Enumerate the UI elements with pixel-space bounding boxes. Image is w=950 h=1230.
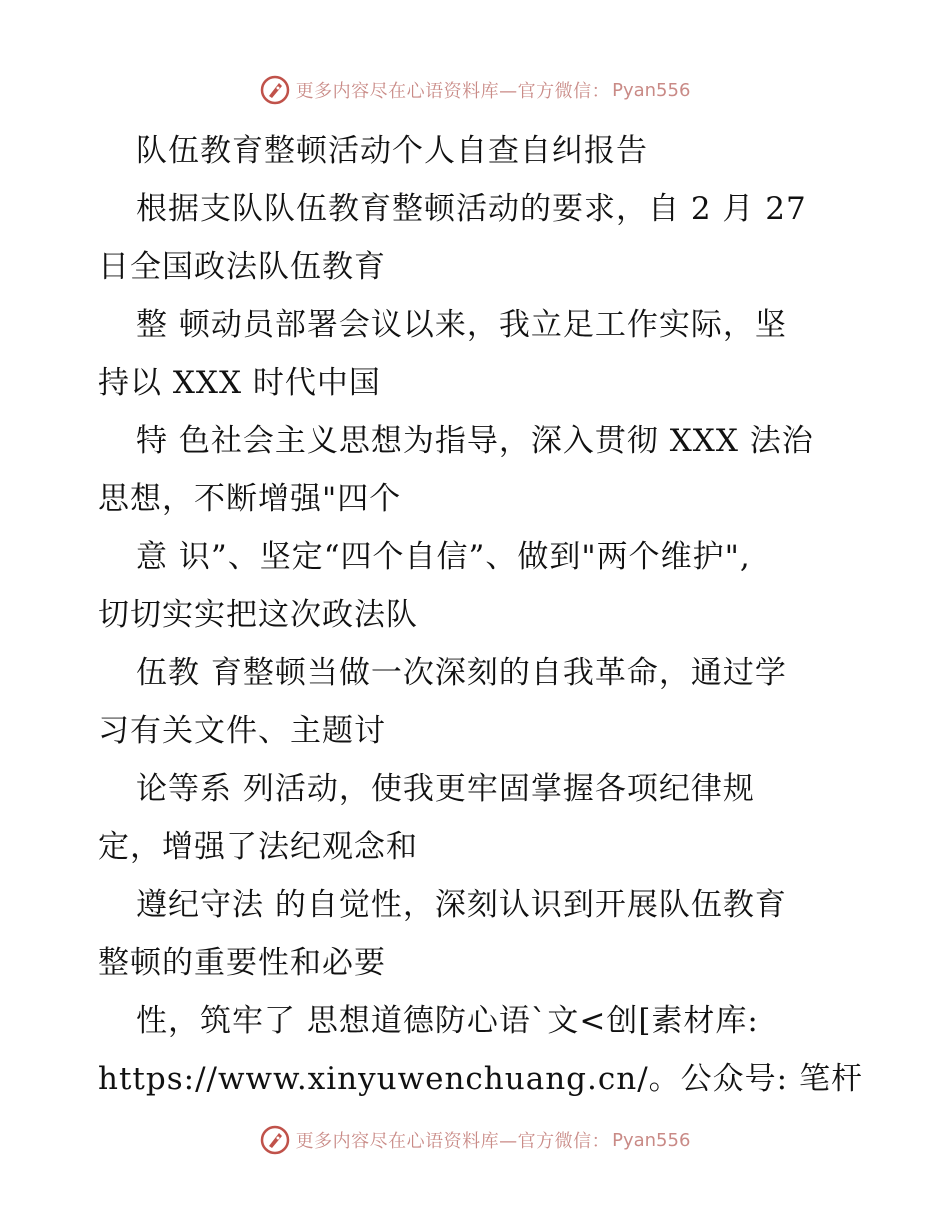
paragraph-line: 定，增强了法纪观念和 bbox=[98, 829, 418, 865]
paragraph-line: 遵纪守法 的自觉性，深刻认识到开展队伍教育 bbox=[136, 887, 787, 923]
watermark-text: 更多内容尽在心语资料库—官方微信： bbox=[295, 81, 611, 102]
watermark-text: 更多内容尽在心语资料库—官方微信： bbox=[295, 1131, 611, 1152]
paragraph-line: 切切实实把这次政法队 bbox=[98, 597, 418, 633]
document-body bbox=[98, 122, 863, 1108]
paragraph-line: 根据支队队伍教育整顿活动的要求，自 2 月 27 bbox=[136, 191, 807, 227]
paragraph-line: 伍教 育整顿当做一次深刻的自我革命，通过学 bbox=[136, 655, 787, 691]
fountain-pen-logo-icon bbox=[260, 75, 290, 105]
paragraph-line: 整顿的重要性和必要 bbox=[98, 945, 386, 981]
paragraph-line: 性，筑牢了 思想道德防心语`文<创[素材库: bbox=[136, 1003, 759, 1039]
paragraph-line: 意 识”、坚定“四个自信”、做到"两个维护", bbox=[136, 539, 751, 575]
paragraph-line: 整 顿动员部署会议以来，我立足工作实际，坚 bbox=[136, 307, 787, 343]
paragraph-line: https://www.xinyuwenchuang.cn/。公众号: 笔杆 bbox=[98, 1061, 863, 1097]
watermark-handle: Pyan556 bbox=[612, 79, 691, 101]
header-watermark bbox=[0, 70, 950, 110]
paragraph-line: 特 色社会主义思想为指导，深入贯彻 XXX 法治 bbox=[136, 423, 814, 459]
watermark-handle: Pyan556 bbox=[612, 1129, 691, 1151]
paragraph-line: 习有关文件、主题讨 bbox=[98, 713, 386, 749]
footer-watermark bbox=[0, 1120, 950, 1160]
fountain-pen-logo-icon bbox=[260, 1125, 290, 1155]
document-title: 队伍教育整顿活动个人自查自纠报告 bbox=[136, 133, 648, 169]
paragraph-line: 思想，不断增强"四个 bbox=[98, 481, 402, 517]
paragraph-line: 日全国政法队伍教育 bbox=[98, 249, 386, 285]
paragraph-line: 持以 XXX 时代中国 bbox=[98, 365, 381, 401]
paragraph-line: 论等系 列活动，使我更牢固掌握各项纪律规 bbox=[136, 771, 755, 807]
